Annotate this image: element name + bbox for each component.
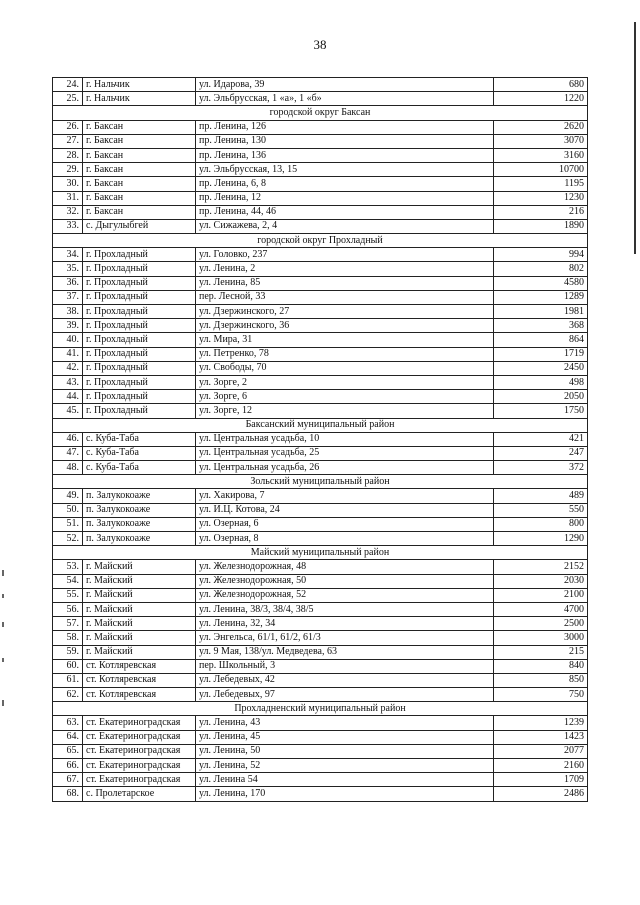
row-number: 29. [53,163,83,177]
row-number: 59. [53,645,83,659]
settlement-cell: с. Куба-Таба [83,446,196,460]
row-number: 45. [53,404,83,418]
row-number: 33. [53,219,83,233]
address-cell: ул. Ленина, 38/3, 38/4, 38/5 [196,602,494,616]
value-cell: 421 [494,432,588,446]
address-cell: ул. Эльбрусская, 1 «а», 1 «б» [196,92,494,106]
row-number: 49. [53,489,83,503]
table-row [53,347,588,361]
row-number: 42. [53,361,83,375]
address-cell: пр. Ленина, 44, 46 [196,205,494,219]
settlement-cell: ст. Котляревская [83,659,196,673]
value-cell: 2050 [494,390,588,404]
value-cell: 1239 [494,716,588,730]
value-cell: 680 [494,78,588,92]
table-row [53,588,588,602]
settlement-cell: с. Дыгулыбгей [83,219,196,233]
section-title: городской округ Баксан [53,106,588,120]
value-cell: 2030 [494,574,588,588]
row-number: 52. [53,532,83,546]
value-cell: 800 [494,517,588,531]
address-cell: ул. И.Ц. Котова, 24 [196,503,494,517]
table-row [53,290,588,304]
settlement-cell: г. Прохладный [83,305,196,319]
settlement-cell: п. Залукокоаже [83,532,196,546]
address-cell: ул. Зорге, 2 [196,375,494,389]
row-number: 51. [53,517,83,531]
table-row [53,390,588,404]
settlement-cell: ст. Екатериноградская [83,716,196,730]
table-row [53,163,588,177]
value-cell: 498 [494,375,588,389]
table-row [53,787,588,801]
settlement-cell: г. Майский [83,631,196,645]
value-cell: 850 [494,673,588,687]
value-cell: 1230 [494,191,588,205]
value-cell: 10700 [494,163,588,177]
settlement-cell: г. Майский [83,645,196,659]
value-cell: 2152 [494,560,588,574]
address-cell: ул. Хакирова, 7 [196,489,494,503]
settlement-cell: г. Прохладный [83,333,196,347]
row-number: 44. [53,390,83,404]
value-cell: 1890 [494,219,588,233]
row-number: 58. [53,631,83,645]
settlement-cell: ст. Котляревская [83,688,196,702]
table-row [53,744,588,758]
scan-margin-marks [2,560,6,720]
row-number: 43. [53,375,83,389]
table-row [53,120,588,134]
address-cell: ул. Зорге, 6 [196,390,494,404]
address-cell: пер. Лесной, 33 [196,290,494,304]
table-row [53,517,588,531]
table-row [53,759,588,773]
table-row [53,191,588,205]
address-cell: пр. Ленина, 136 [196,148,494,162]
value-cell: 864 [494,333,588,347]
section-title: Зольский муниципальный район [53,475,588,489]
row-number: 48. [53,461,83,475]
value-cell: 4580 [494,276,588,290]
settlement-cell: г. Прохладный [83,276,196,290]
value-cell: 2486 [494,787,588,801]
value-cell: 2160 [494,759,588,773]
table-row [53,688,588,702]
table-row [53,645,588,659]
table-row [53,730,588,744]
table-row [53,532,588,546]
table-row [53,673,588,687]
row-number: 46. [53,432,83,446]
table-row [53,248,588,262]
section-row [53,475,588,489]
address-cell: ул. Петренко, 78 [196,347,494,361]
value-cell: 489 [494,489,588,503]
table-row [53,92,588,106]
row-number: 41. [53,347,83,361]
settlement-cell: г. Нальчик [83,92,196,106]
row-number: 55. [53,588,83,602]
settlement-cell: г. Баксан [83,205,196,219]
address-cell: ул. Центральная усадьба, 25 [196,446,494,460]
row-number: 50. [53,503,83,517]
address-cell: ул. Железнодорожная, 48 [196,560,494,574]
address-cell: ул. Дзержинского, 27 [196,305,494,319]
value-cell: 1290 [494,532,588,546]
settlement-cell: ст. Котляревская [83,673,196,687]
settlement-cell: с. Куба-Таба [83,432,196,446]
table-row [53,446,588,460]
settlement-cell: г. Майский [83,588,196,602]
table-row [53,262,588,276]
row-number: 40. [53,333,83,347]
settlement-cell: г. Баксан [83,163,196,177]
section-row [53,546,588,560]
row-number: 34. [53,248,83,262]
value-cell: 247 [494,446,588,460]
settlement-cell: ст. Екатериноградская [83,730,196,744]
row-number: 30. [53,177,83,191]
settlement-cell: г. Прохладный [83,390,196,404]
settlement-cell: с. Куба-Таба [83,461,196,475]
section-title: Прохладненский муниципальный район [53,702,588,716]
address-cell: ул. Ленина, 50 [196,744,494,758]
table-row [53,503,588,517]
value-cell: 750 [494,688,588,702]
address-cell: ул. Дзержинского, 36 [196,319,494,333]
table-row [53,574,588,588]
settlement-cell: ст. Екатериноградская [83,773,196,787]
address-cell: ул. Ленина, 85 [196,276,494,290]
address-cell: пр. Ленина, 6, 8 [196,177,494,191]
value-cell: 1709 [494,773,588,787]
settlement-cell: ст. Екатериноградская [83,744,196,758]
value-cell: 1195 [494,177,588,191]
address-cell: ул. Идарова, 39 [196,78,494,92]
value-cell: 2100 [494,588,588,602]
address-cell: ул. Озерная, 8 [196,532,494,546]
value-cell: 994 [494,248,588,262]
row-number: 35. [53,262,83,276]
table-row [53,404,588,418]
row-number: 39. [53,319,83,333]
table-row [53,78,588,92]
row-number: 26. [53,120,83,134]
row-number: 64. [53,730,83,744]
settlement-cell: г. Прохладный [83,262,196,276]
section-row [53,418,588,432]
address-cell: ул. Энгельса, 61/1, 61/2, 61/3 [196,631,494,645]
row-number: 27. [53,134,83,148]
value-cell: 1220 [494,92,588,106]
page-number: 38 [313,37,327,52]
settlement-cell: г. Прохладный [83,290,196,304]
settlement-cell: г. Баксан [83,177,196,191]
row-number: 57. [53,617,83,631]
row-number: 68. [53,787,83,801]
table-row [53,560,588,574]
settlement-cell: г. Прохладный [83,319,196,333]
value-cell: 2500 [494,617,588,631]
settlement-cell: г. Прохладный [83,361,196,375]
value-cell: 3070 [494,134,588,148]
address-cell: ул. Железнодорожная, 50 [196,574,494,588]
value-cell: 802 [494,262,588,276]
address-cell: ул. Ленина, 32, 34 [196,617,494,631]
settlement-cell: п. Залукокоаже [83,489,196,503]
value-cell: 840 [494,659,588,673]
address-cell: ул. Головко, 237 [196,248,494,262]
settlement-cell: г. Майский [83,602,196,616]
address-cell: ул. Мира, 31 [196,333,494,347]
section-title: Баксанский муниципальный район [53,418,588,432]
table-row [53,432,588,446]
table-row [53,602,588,616]
table-row [53,659,588,673]
row-number: 63. [53,716,83,730]
value-cell: 1423 [494,730,588,744]
row-number: 32. [53,205,83,219]
settlement-cell: г. Нальчик [83,78,196,92]
address-cell: ул. Сижажева, 2, 4 [196,219,494,233]
address-cell: ул. Ленина 54 [196,773,494,787]
settlement-cell: г. Баксан [83,191,196,205]
table-row [53,375,588,389]
row-number: 53. [53,560,83,574]
table-row [53,276,588,290]
address-cell: ул. Зорге, 12 [196,404,494,418]
table-row [53,177,588,191]
value-cell: 368 [494,319,588,333]
value-cell: 1981 [494,305,588,319]
value-cell: 1289 [494,290,588,304]
settlement-cell: г. Майский [83,560,196,574]
settlement-cell: г. Прохладный [83,404,196,418]
table-row [53,716,588,730]
value-cell: 3160 [494,148,588,162]
value-cell: 4700 [494,602,588,616]
row-number: 61. [53,673,83,687]
address-cell: пр. Ленина, 130 [196,134,494,148]
settlement-cell: ст. Екатериноградская [83,759,196,773]
table-row [53,773,588,787]
row-number: 36. [53,276,83,290]
row-number: 25. [53,92,83,106]
address-cell: ул. Озерная, 6 [196,517,494,531]
value-cell: 215 [494,645,588,659]
section-row [53,106,588,120]
row-number: 28. [53,148,83,162]
table-row [53,489,588,503]
table-row [53,219,588,233]
settlement-cell: г. Баксан [83,148,196,162]
settlement-cell: с. Пролетарское [83,787,196,801]
settlement-cell: г. Баксан [83,120,196,134]
address-cell: ул. Железнодорожная, 52 [196,588,494,602]
settlement-cell: п. Залукокоаже [83,503,196,517]
settlement-cell: г. Майский [83,617,196,631]
address-cell: ул. 9 Мая, 138/ул. Медведева, 63 [196,645,494,659]
address-cell: ул. Ленина, 170 [196,787,494,801]
address-cell: пр. Ленина, 12 [196,191,494,205]
settlement-cell: г. Прохладный [83,375,196,389]
row-number: 24. [53,78,83,92]
row-number: 31. [53,191,83,205]
value-cell: 2077 [494,744,588,758]
table-row [53,333,588,347]
address-cell: ул. Ленина, 45 [196,730,494,744]
address-cell: ул. Ленина, 43 [196,716,494,730]
section-title: городской округ Прохладный [53,234,588,248]
section-title: Майский муниципальный район [53,546,588,560]
table-row [53,319,588,333]
address-cell: ул. Ленина, 2 [196,262,494,276]
value-cell: 550 [494,503,588,517]
row-number: 60. [53,659,83,673]
address-cell: ул. Лебедевых, 42 [196,673,494,687]
settlement-cell: г. Майский [83,574,196,588]
table-row [53,631,588,645]
row-number: 62. [53,688,83,702]
address-cell: ул. Свободы, 70 [196,361,494,375]
settlement-cell: п. Залукокоаже [83,517,196,531]
table-row [53,461,588,475]
row-number: 66. [53,759,83,773]
address-cell: ул. Центральная усадьба, 10 [196,432,494,446]
address-cell: ул. Центральная усадьба, 26 [196,461,494,475]
row-number: 65. [53,744,83,758]
address-cell: ул. Лебедевых, 97 [196,688,494,702]
addresses-table [52,77,588,802]
table-row [53,148,588,162]
value-cell: 1719 [494,347,588,361]
scan-edge-line [634,22,636,254]
address-cell: пр. Ленина, 126 [196,120,494,134]
table-row [53,134,588,148]
settlement-cell: г. Прохладный [83,347,196,361]
value-cell: 1750 [494,404,588,418]
row-number: 47. [53,446,83,460]
value-cell: 3000 [494,631,588,645]
value-cell: 2620 [494,120,588,134]
value-cell: 2450 [494,361,588,375]
row-number: 38. [53,305,83,319]
address-cell: ул. Эльбрусская, 13, 15 [196,163,494,177]
addresses-table-body [53,78,588,802]
settlement-cell: г. Баксан [83,134,196,148]
value-cell: 216 [494,205,588,219]
table-row [53,617,588,631]
row-number: 54. [53,574,83,588]
table-row [53,305,588,319]
row-number: 56. [53,602,83,616]
section-row [53,702,588,716]
row-number: 37. [53,290,83,304]
address-cell: пер. Школьный, 3 [196,659,494,673]
table-row [53,205,588,219]
row-number: 67. [53,773,83,787]
value-cell: 372 [494,461,588,475]
settlement-cell: г. Прохладный [83,248,196,262]
table-row [53,361,588,375]
section-row [53,234,588,248]
address-cell: ул. Ленина, 52 [196,759,494,773]
